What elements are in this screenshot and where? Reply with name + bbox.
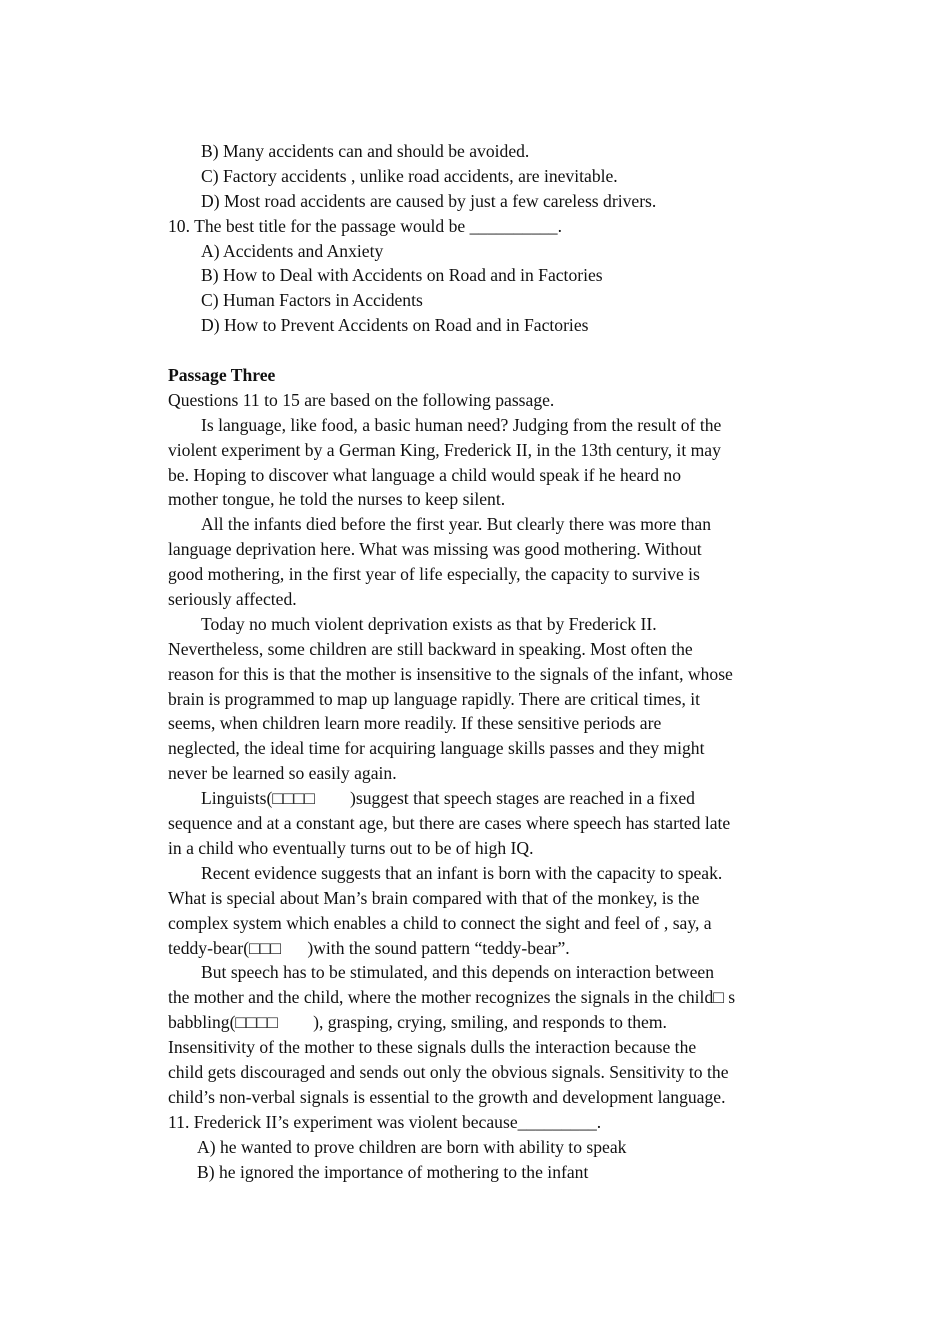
passage-text-line: violent experiment by a German King, Frederick II, in the 13th century, it may bbox=[168, 439, 721, 460]
passage-text-line: in a child who eventually turns out to be of high IQ. bbox=[168, 837, 534, 858]
passage-text-line: neglected, the ideal time for acquiring language skills passes and they might bbox=[168, 738, 705, 759]
passage-instruction: Questions 11 to 15 are based on the following passage. bbox=[168, 389, 555, 410]
passage-text-line: Insensitivity of the mother to these signals dulls the interaction because the bbox=[168, 1037, 697, 1058]
passage-text-line: complex system which enables a child to connect the sight and feel of , say, a bbox=[168, 912, 712, 933]
answer-option: C) Factory accidents , unlike road accidents, are inevitable. bbox=[201, 165, 618, 186]
passage-text-line: brain is programmed to map up language rapidly. There are critical times, it bbox=[168, 688, 701, 709]
passage-text-line: be. Hoping to discover what language a child would speak if he heard no bbox=[168, 464, 682, 485]
passage-text-line: reason for this is that the mother is insensitive to the signals of the infant, whose bbox=[168, 663, 733, 684]
question-stem: 10. The best title for the passage would be __________. bbox=[168, 215, 562, 236]
answer-option: A) Accidents and Anxiety bbox=[201, 240, 384, 261]
passage-text-line: never be learned so easily again. bbox=[168, 763, 397, 784]
answer-option: B) Many accidents can and should be avoided. bbox=[201, 141, 530, 161]
answer-option: B) he ignored the importance of mothering to the infant bbox=[197, 1161, 589, 1182]
answer-option: A) he wanted to prove children are born with ability to speak bbox=[197, 1136, 627, 1157]
passage-text-line: Is language, like food, a basic human need? Judging from the result of the bbox=[201, 414, 722, 435]
passage-text-line: seriously affected. bbox=[168, 589, 297, 610]
passage-text-line: Today no much violent deprivation exists as that by Frederick II. bbox=[201, 613, 657, 634]
passage-text-line: teddy-bear(□□□ )with the sound pattern “teddy-bear”. bbox=[168, 937, 570, 958]
passage-text-line: All the infants died before the first year. But clearly there was more than bbox=[201, 514, 712, 535]
passage-text-line: Nevertheless, some children are still backward in speaking. Most often the bbox=[168, 638, 693, 659]
document-page bbox=[168, 139, 808, 1184]
passage-text-line: Recent evidence suggests that an infant is born with the capacity to speak. bbox=[201, 862, 723, 883]
passage-text-line: But speech has to be stimulated, and this depends on interaction between bbox=[201, 962, 715, 983]
passage-text-line: child’s non-verbal signals is essential to the growth and development language. bbox=[168, 1086, 726, 1107]
blank-spacer bbox=[168, 338, 808, 363]
passage-text-line: child gets discouraged and sends out only the obvious signals. Sensitivity to the bbox=[168, 1061, 729, 1082]
passage-text-line: good mothering, in the first year of life especially, the capacity to survive is bbox=[168, 564, 700, 585]
passage-text-line: mother tongue, he told the nurses to keep silent. bbox=[168, 489, 506, 510]
answer-option: D) Most road accidents are caused by just a few careless drivers. bbox=[201, 190, 657, 211]
answer-option: C) Human Factors in Accidents bbox=[201, 290, 423, 311]
passage-text-line: language deprivation here. What was missing was good mothering. Without bbox=[168, 539, 702, 560]
passage-text-line: sequence and at a constant age, but there are cases where speech has started late bbox=[168, 813, 731, 834]
passage-text-line: What is special about Man’s brain compared with that of the monkey, is the bbox=[168, 887, 700, 908]
passage-text-line: seems, when children learn more readily. If these sensitive periods are bbox=[168, 713, 662, 734]
passage-heading: Passage Three bbox=[168, 365, 276, 386]
answer-option: B) How to Deal with Accidents on Road and in Factories bbox=[201, 265, 603, 286]
passage-text-line: the mother and the child, where the mother recognizes the signals in the child□ s bbox=[168, 987, 736, 1008]
answer-option: D) How to Prevent Accidents on Road and in Factories bbox=[201, 315, 589, 336]
passage-text-line: babbling(□□□□ ), grasping, crying, smiling, and responds to them. bbox=[168, 1012, 667, 1033]
passage-text-line: Linguists(□□□□ )suggest that speech stages are reached in a fixed bbox=[201, 788, 695, 809]
question-stem: 11. Frederick II’s experiment was violent because_________. bbox=[168, 1111, 602, 1132]
